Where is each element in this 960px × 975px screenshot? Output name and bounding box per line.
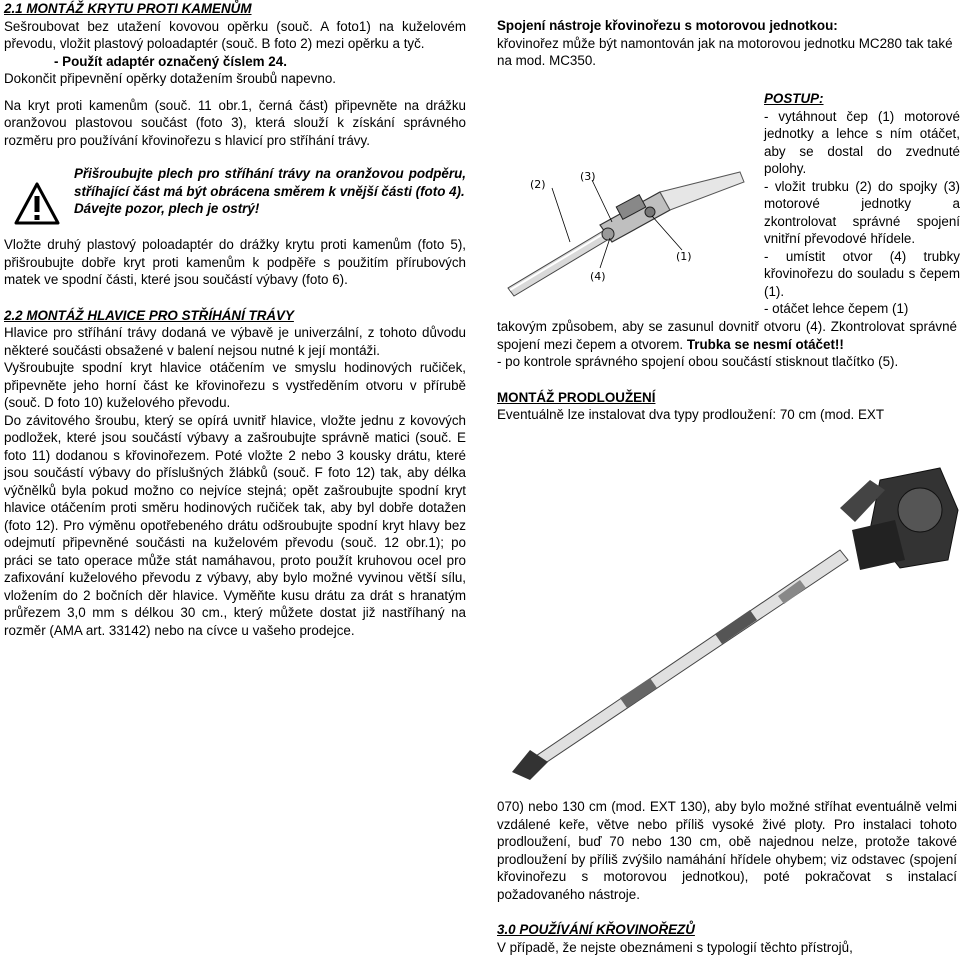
- s22-paragraph-1: Hlavice pro stříhání trávy dodaná ve výbavě je univerzální, z tohoto důvodu některé součásti obsažené v balení nejsou nutné k její montáži.: [4, 325, 466, 358]
- procedure-heading: POSTUP:: [764, 91, 824, 106]
- s22-paragraph-2: Vyšroubujte spodní kryt hlavice otáčením ve smyslu hodinových ručiček, připevněte jeho horní část ke křovinořezu s vystředěním otvoru v přírubě (souč. D foto 10) kuželového převodu.: [4, 360, 466, 410]
- procedure-step-4a: - otáčet lehce čepem (1): [764, 301, 909, 316]
- figure2-shaft: [530, 550, 848, 768]
- fig-label-3: (3): [580, 170, 596, 183]
- join-heading: Spojení nástroje křovinořezu s motorovou jednotkou:: [497, 18, 838, 33]
- procedure-step-4b: takovým způsobem, aby se zasunul dovnitř otvoru (4). Zkontrolovat správné spojení mezi čepem a otvorem.: [497, 319, 957, 352]
- extension-heading: MONTÁŽ PRODLOUŽENÍ: [497, 389, 656, 405]
- procedure-step-1: - vytáhnout čep (1) motorové jednotky a lehce s ním otáčet, aby se dostal do zvednuté polohy.: [764, 108, 960, 176]
- s21-paragraph-2: Na kryt proti kamenům (souč. 11 obr.1, černá část) připevněte na drážku oranžovou plastovou součást (foto 3), která slouží k získání správného rozměru pro používání křovinořezu s hlavicí pro stříhání trávy.: [4, 97, 466, 148]
- figure1-coupling: [600, 172, 744, 242]
- procedure-step-2: - vložit trubku (2) do spojky (3) motorové jednotky a zkontrolovat správné spojení vnitřní převodové hřídele.: [764, 178, 960, 246]
- figure1-tube: [508, 228, 614, 296]
- brushcutter-figure: [500, 450, 960, 780]
- fig-label-2: (2): [530, 178, 546, 191]
- s21-paragraph-1: Sešroubovat bez utažení kovovou opěrku (souč. A foto1) na kuželovém převodu, vložit plastový poloadaptér (souč. B foto 2) mezi opěrku a tyč.: [4, 18, 466, 51]
- s21-paragraph-1c: Dokončit připevnění opěrky dotažením šroubů napevno.: [4, 71, 336, 86]
- warning-block: [4, 165, 466, 227]
- procedure-step-5: - po kontrole správného spojení obou součástí stisknout tlačítko (5).: [497, 354, 899, 369]
- warning-text-1: Přišroubujte plech pro stříhání trávy na oranžovou podpěru, stříhající část má být obrácena směrem k vnější části (foto 4).: [74, 166, 466, 199]
- extension-paragraph-2: 070) nebo 130 cm (mod. EXT 130), aby bylo možné stříhat eventuálně velmi vzdálené keře, větve nebo příliš vysoké živé ploty. Pro instalaci tohoto prodloužení, buď 70 nebo 130 cm, obě najednou nelze, protože takové prodloužení by příliš zvýšilo namáhání hřídele ohybem; viz odstavec (spojení křovinořezu s motorovou jednotkou), poté pokračovat s instalací požadovaného nástroje.: [497, 799, 957, 902]
- right-column: [497, 0, 957, 70]
- section-2-2-title: 2.2 MONTÁŽ HLAVICE PRO STŘÍHÁNÍ TRÁVY: [4, 307, 294, 323]
- s22-paragraph-3: Do závitového šroubu, který se opírá uvnitř hlavice, vložte jednu z kovových podložek, které jsou součástí výbavy a zašroubujte správně matici (souč. E foto 11) dodanou s křovinořezem. Poté vložte 2 nebo 3 kousky drátu, které jsou součástí výbavy do příslušných žlábků (souč. F foto 12) tak, aby délka výčnělků byla pokud možno co nejvíce stejná; opět zašroubujte spodní kryt hlavice otáčením proti směru hodinových ručiček tak, aby byl dobře dotažen (foto 12). Pro výměnu opotřebeného drátu odšroubujte spodní kryt hlavy bez odejmutí připevněné součásti na kuželovém převodu (souč. 12 obr.1); po práci se tato operace může stát namáhavou, proto použít kruhovou ocel pro zafixování kuželového převodu z výbavy, aby bylo možné vyvinou větší sílu, vložením do 2 bočních děr hlavice. Vyměňte kusu drátu za drát s hranatým průřezem 3,0 mm s délkou 30 cm., který můžete dostat již nastříhaný na rozměr (AMA art. 33142) nebo na cívce u vašeho prodejce.: [4, 412, 466, 638]
- warning-icon: [14, 181, 60, 227]
- figure2-engine: [840, 468, 958, 570]
- fig-label-4: (4): [590, 270, 606, 283]
- procedure-block: [764, 90, 960, 318]
- s21-paragraph-1b: - Použít adaptér označený číslem 24.: [54, 53, 287, 69]
- fig-label-1: (1): [676, 250, 692, 263]
- procedure-step-3: - umístit otvor (4) trubky křovinořezu do souladu s čepem (1).: [764, 248, 960, 299]
- s30-paragraph-1: V případě, že nejste obeznámeni s typologií těchto přístrojů,: [497, 939, 853, 955]
- coupling-figure: [500, 170, 750, 300]
- left-column: [4, 0, 466, 639]
- bottom-right-text: [497, 798, 957, 956]
- warning-text-2: Dávejte pozor, plech je ostrý!: [74, 201, 260, 216]
- section-2-1-title: 2.1 MONTÁŽ KRYTU PROTI KAMENŮM: [4, 1, 252, 16]
- section-3-0-title: 3.0 POUŽÍVÁNÍ KŘOVINOŘEZŮ: [497, 922, 695, 937]
- procedure-continuation: [497, 318, 957, 424]
- join-text: křovinořez může být namontován jak na motorovou jednotku MC280 tak také na mod. MC350.: [497, 35, 953, 68]
- extension-paragraph-1: Eventuálně lze instalovat dva typy prodloužení: 70 cm (mod. EXT: [497, 407, 885, 422]
- procedure-warning: Trubka se nesmí otáčet!!: [686, 336, 844, 352]
- s21-paragraph-3: Vložte druhý plastový poloadaptér do drážky krytu proti kamenům (foto 5), přišroubujte dobře kryt proti kamenům k podpěře s použitím přírubových matek ve spodní části, které jsou součástí výbavy (foto 6).: [4, 237, 466, 287]
